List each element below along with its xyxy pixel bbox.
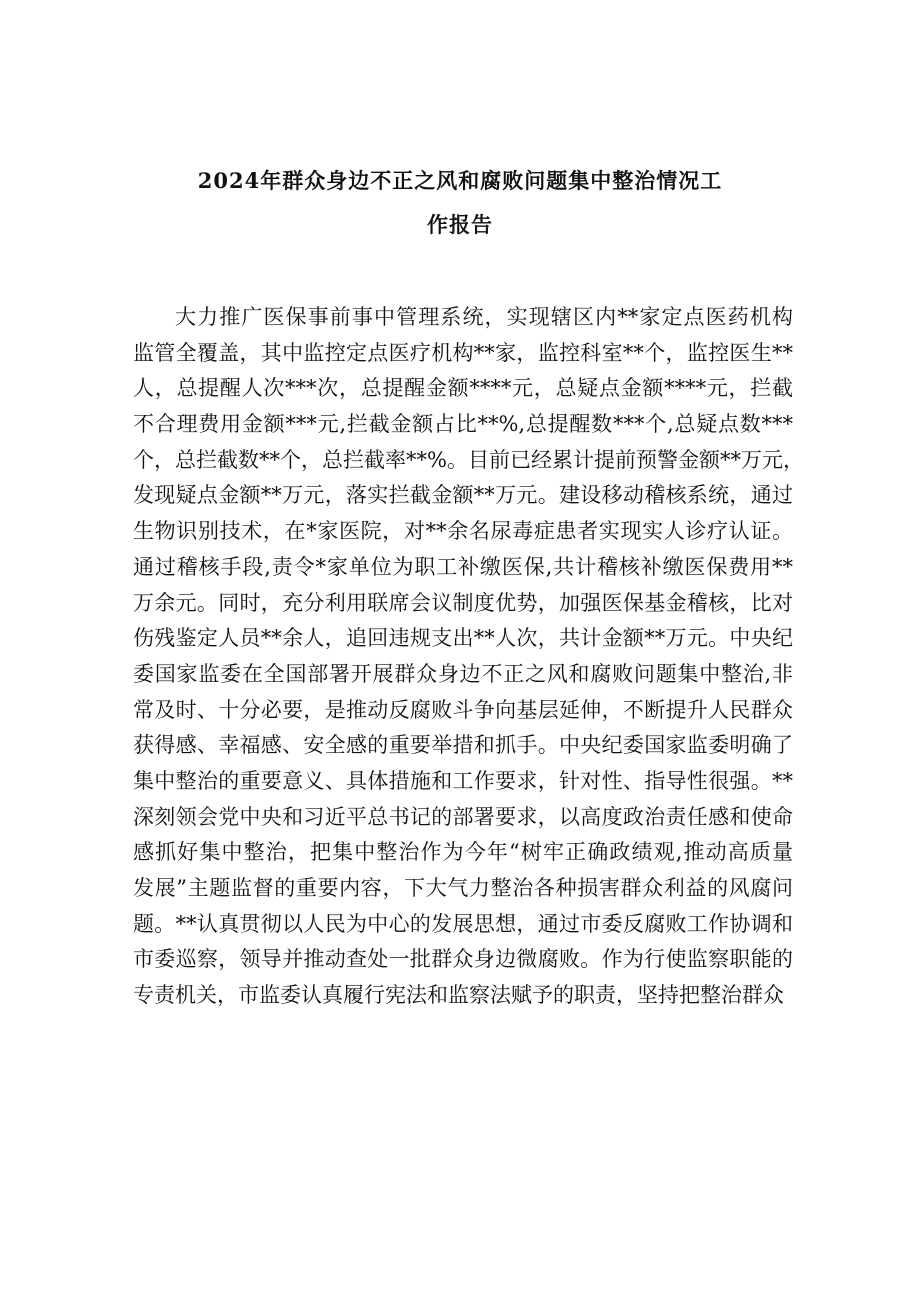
body-line: 通过稽核手段,责令*家单位为职工补缴医保,共计稽核补缴医保费用** <box>133 554 793 579</box>
document-title-line-2: 作报告 <box>427 212 493 237</box>
body-line: 集中整治的重要意义、具体措施和工作要求，针对性、指导性很强。** <box>133 768 793 793</box>
body-line: 伤残鉴定人员**余人，追回违规支出**人次，共计金额**万元。中央纪 <box>133 626 793 651</box>
body-line: 生物识别技术，在*家医院，对**余名尿毒症患者实现实人诊疗认证。 <box>133 519 793 544</box>
body-line: 深刻领会党中央和习近平总书记的部署要求，以高度政治责任感和使命 <box>133 804 793 829</box>
body-line: 委国家监委在全国部署开展群众身边不正之风和腐败问题集中整治,非 <box>133 661 793 686</box>
body-line: 人，总提醒人次***次，总提醒金额****元，总疑点金额****元，拦截 <box>133 376 793 401</box>
body-line: 常及时、十分必要，是推动反腐败斗争向基层延伸，不断提升人民群众 <box>133 697 793 722</box>
document-title-line-1: 2024年群众身边不正之风和腐败问题集中整治情况工 <box>197 168 723 193</box>
body-line: 大力推广医保事前事中管理系统，实现辖区内**家定点医药机构 <box>175 305 793 329</box>
body-line: 不合理费用金额***元,拦截金额占比**%,总提醒数***个,总疑点数*** <box>133 412 793 437</box>
body-line: 发展”主题监督的重要内容，下大气力整治各种损害群众利益的风腐问 <box>133 876 793 900</box>
body-line: 感抓好集中整治，把集中整治作为今年“树牢正确政绩观,推动高质量 <box>133 840 793 865</box>
body-line: 个，总拦截数**个，总拦截率**%。目前已经累计提前预警金额**万元， <box>133 447 804 472</box>
body-line: 发现疑点金额**万元，落实拦截金额**万元。建设移动稽核系统，通过 <box>133 483 793 508</box>
body-line: 获得感、幸福感、安全感的重要举措和抓手。中央纪委国家监委明确了 <box>133 733 793 758</box>
body-line: 专责机关，市监委认真履行宪法和监察法赋予的职责，坚持把整治群众 <box>133 983 784 1008</box>
body-line: 题。**认真贯彻以人民为中心的发展思想，通过市委反腐败工作协调和 <box>133 911 793 936</box>
body-line: 监管全覆盖，其中监控定点医疗机构**家，监控科室**个，监控医生** <box>133 340 793 365</box>
body-line: 万余元。同时，充分利用联席会议制度优势，加强医保基金稽核，比对 <box>133 590 793 615</box>
body-line: 市委巡察，领导并推动查处一批群众身边微腐败。作为行使监察职能的 <box>133 947 793 972</box>
document-body <box>133 300 804 1014</box>
